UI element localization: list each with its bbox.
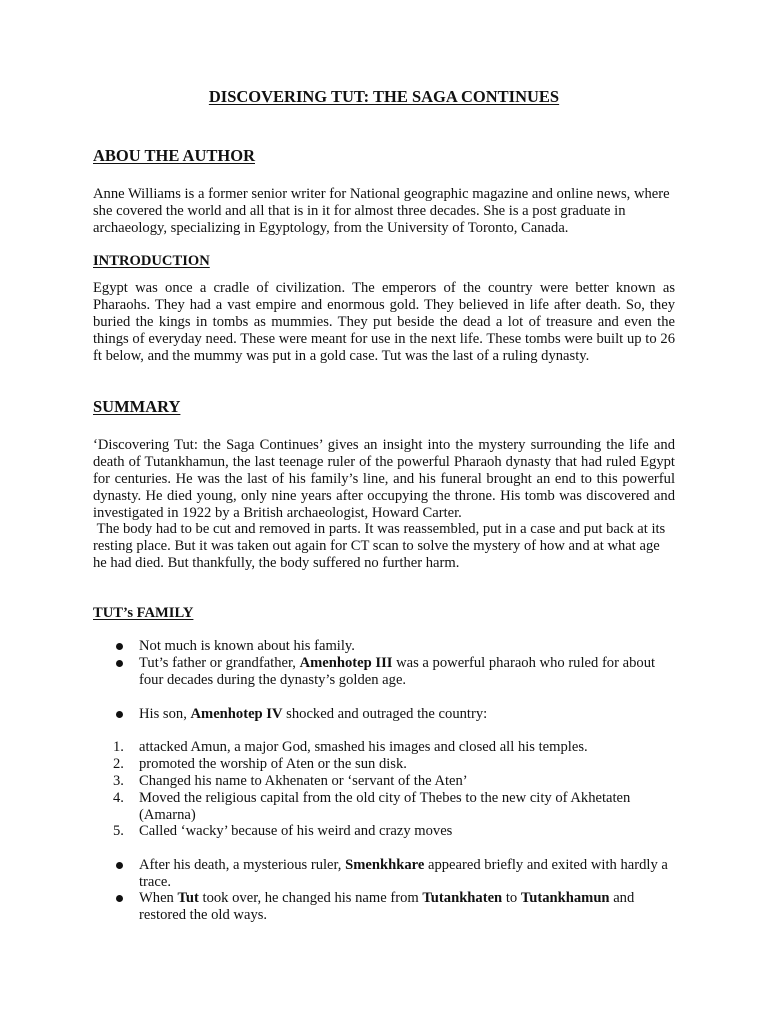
bold-name: Amenhotep IV xyxy=(190,706,283,722)
introduction-paragraph: Egypt was once a cradle of civilization. The emperors of the country were better known as Pharaohs. They had a vast empire and enormous gold. They believed in life after death. So, they buried the kings in tombs as mummies. They put beside the dead a lot of treasure and even the things of everyday need. These were meant for use in the next life. These tombs were built up to 26 ft below, and the mummy was put in a gold case. Tut was the last of a ruling dynasty. xyxy=(93,280,675,364)
about-paragraph: Anne Williams is a former senior writer for National geographic magazine and online news, where she covered the world and all that is in it for almost three decades. She is a post graduate in archaeology, specializing in Egyptology, from the University of Toronto, Canada. xyxy=(93,186,670,236)
bold-name: Amenhotep III xyxy=(299,655,393,671)
bullet-text: His son, Amenhotep IV shocked and outraged the country: xyxy=(139,706,488,722)
bullet-text: When Tut took over, he changed his name from Tutankhaten to Tutankhamun and restored the old ways. xyxy=(139,890,635,923)
bullet-icon xyxy=(116,711,123,718)
item-number: 5. xyxy=(113,823,124,839)
about-heading: ABOU THE AUTHOR xyxy=(93,146,255,165)
item-number: 3. xyxy=(113,773,124,789)
introduction-heading: INTRODUCTION xyxy=(93,253,210,269)
summary-heading: SUMMARY xyxy=(93,397,181,416)
bullet-icon xyxy=(116,643,123,650)
item-number: 1. xyxy=(113,739,124,755)
item-text: promoted the worship of Aten or the sun disk. xyxy=(139,756,407,772)
bold-name: Tutankhaten xyxy=(422,890,503,906)
summary-paragraph-2: The body had to be cut and removed in parts. It was reassembled, put in a case and put back at its resting place. But it was taken out again for CT scan to solve the mystery of how and at what age he had died. But thankfully, the body suffered no further harm. xyxy=(93,521,669,571)
bullet-text: Not much is known about his family. xyxy=(139,638,355,654)
bullet-icon xyxy=(116,660,123,667)
item-text: Called ‘wacky’ because of his weird and crazy moves xyxy=(139,823,453,839)
bullet-icon xyxy=(116,862,123,869)
family-heading: TUT’s FAMILY xyxy=(93,605,194,621)
bold-name: Tut xyxy=(177,890,199,906)
bullet-text: After his death, a mysterious ruler, Smenkhkare appeared briefly and exited with hardly a trace. xyxy=(139,857,668,890)
item-text: Moved the religious capital from the old city of Thebes to the new city of Akhetaten (Amarna) xyxy=(139,790,631,823)
bold-name: Smenkhkare xyxy=(345,857,425,873)
item-number: 2. xyxy=(113,756,124,772)
bullet-icon xyxy=(116,895,123,902)
summary-paragraph-1: ‘Discovering Tut: the Saga Continues’ gives an insight into the mystery surrounding the life and death of Tutankhamun, the last teenage ruler of the powerful Pharaoh dynasty that had ruled Egypt for centuries. He was the last of his family’s line, and his funeral brought an end to this powerful dynasty. He died young, only nine years after occupying the throne. His tomb was discovered and investigated in 1922 by a British archaeologist, Howard Carter. xyxy=(93,437,675,521)
item-text: Changed his name to Akhenaten or ‘servant of the Aten’ xyxy=(139,773,468,789)
document-title: DISCOVERING TUT: THE SAGA CONTINUES xyxy=(208,87,560,106)
bold-name: Tutankhamun xyxy=(520,890,610,906)
item-text: attacked Amun, a major God, smashed his images and closed all his temples. xyxy=(139,739,588,755)
bullet-text: Tut’s father or grandfather, Amenhotep III was a powerful pharaoh who ruled for about four decades during the dynasty’s golden age. xyxy=(139,655,656,688)
item-number: 4. xyxy=(113,790,124,806)
